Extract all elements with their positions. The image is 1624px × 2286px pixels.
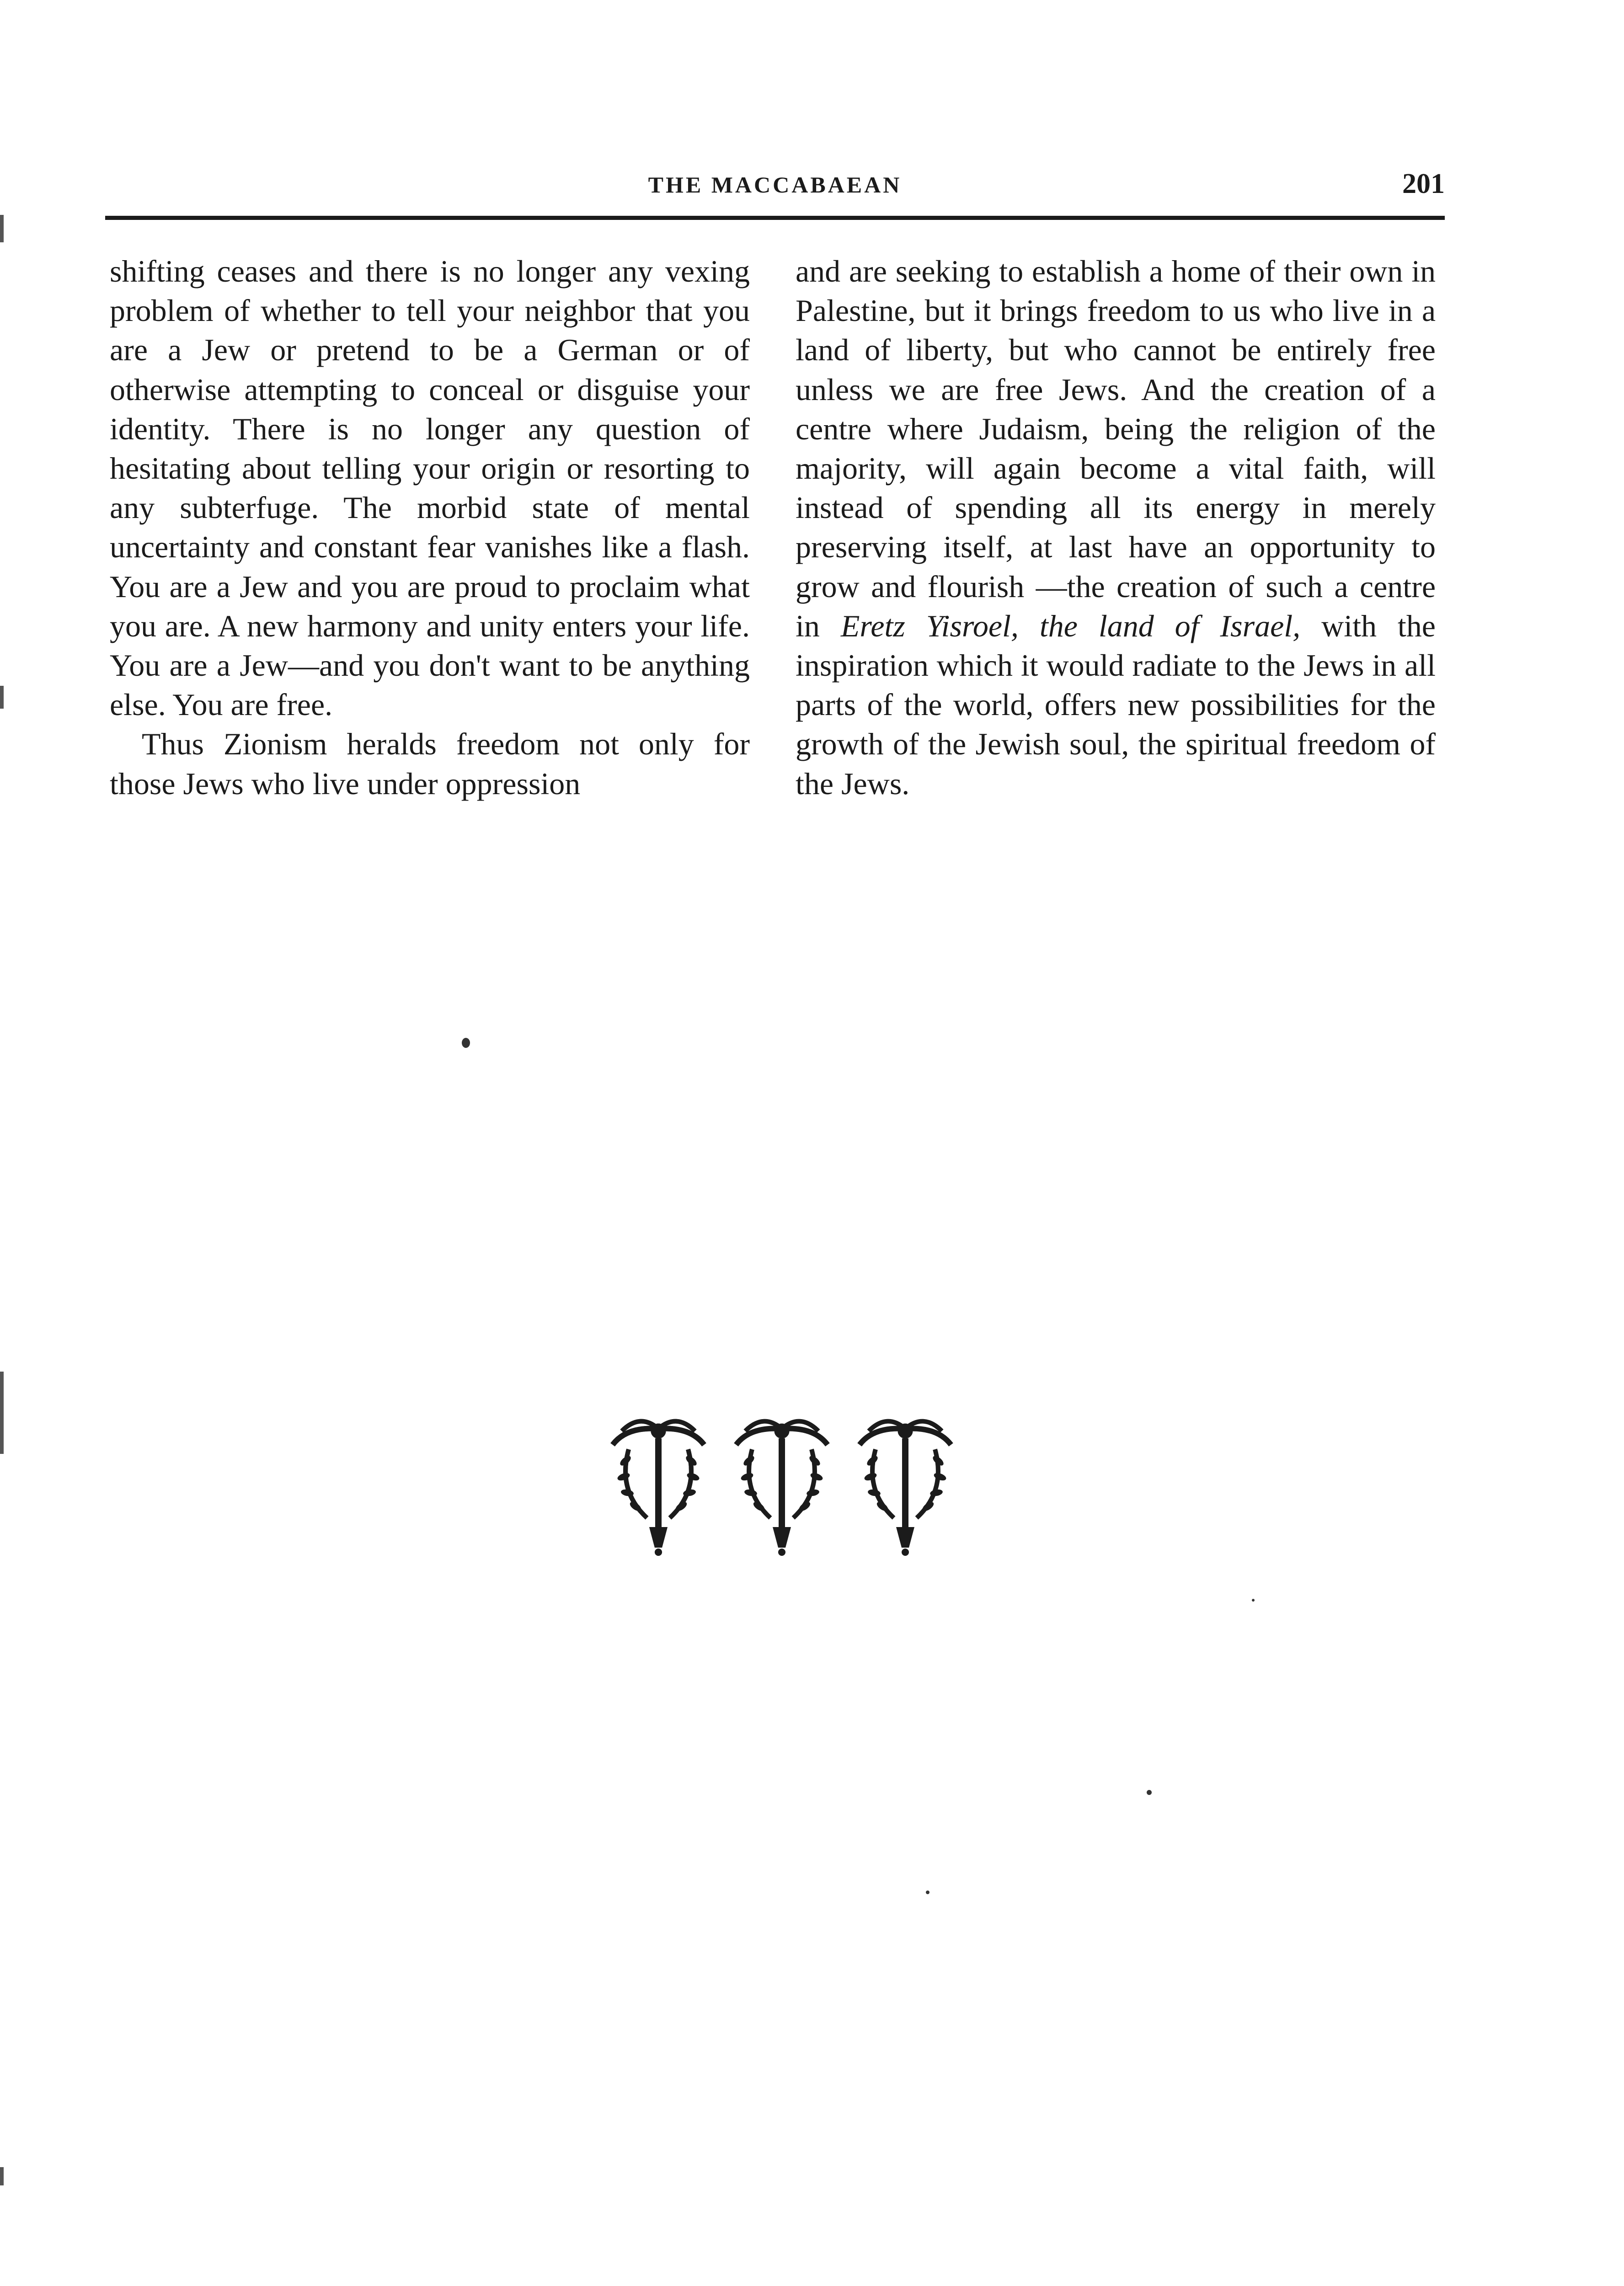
left-column bbox=[110, 251, 750, 803]
text-columns bbox=[105, 251, 1445, 901]
text-segment: and are seeking to establish a home of their own in Palestine, but it brings freedom to us who live in a land of liberty, but who cannot be entirely free unless we are free Jews. And the creation of a centre where Judaism, being the religion of the majority, will again become a vital faith, will instead of spending all its energy in merely preserving itself, at last have an opportunity to grow and flourish —the creation of such a centre in bbox=[796, 254, 1436, 643]
paragraph: shifting ceases and there is no longer any vexing problem of whether to tell your neighbor that you are a Jew or pretend to be a German or of otherwise attempting to conceal or disguise your identity. There is no longer any question of hesitating about telling your origin or resorting to any subterfuge. The morbid state of mental uncertainty and constant fear vanishes like a flash. You are a Jew and you are proud to proclaim what you are. A new harmony and unity enters your life. You are a Jew—and you don't want to be anything else. You are free. bbox=[110, 254, 750, 722]
running-head bbox=[105, 168, 1445, 213]
speck bbox=[1147, 1790, 1152, 1795]
scan-edge-mark bbox=[0, 1372, 4, 1454]
italic-phrase: Eretz Yisroel, the land of Israel, bbox=[840, 608, 1301, 643]
paragraph: Thus Zionism heralds freedom not only for those Jews who live under oppression bbox=[110, 726, 750, 801]
scan-edge-mark bbox=[0, 686, 4, 709]
right-column bbox=[796, 251, 1436, 803]
scan-edge-mark bbox=[0, 2167, 4, 2185]
page-number: 201 bbox=[1402, 168, 1445, 199]
speck bbox=[1252, 1599, 1255, 1602]
text-segment: with the inspiration which it would radiate to the Jews in all parts of the world, offers new possibilities for the growth of the Jewish soul, the spiritual freedom of the Jews. bbox=[796, 608, 1436, 801]
speck bbox=[926, 1891, 930, 1894]
header-rule bbox=[105, 216, 1445, 220]
wreath-and-ribbon-ornament-icon bbox=[608, 1413, 956, 1564]
paragraph bbox=[796, 251, 1436, 803]
scan-edge-mark bbox=[0, 215, 4, 242]
speck bbox=[462, 1038, 470, 1048]
running-title: THE MACCABAEAN bbox=[648, 172, 902, 198]
